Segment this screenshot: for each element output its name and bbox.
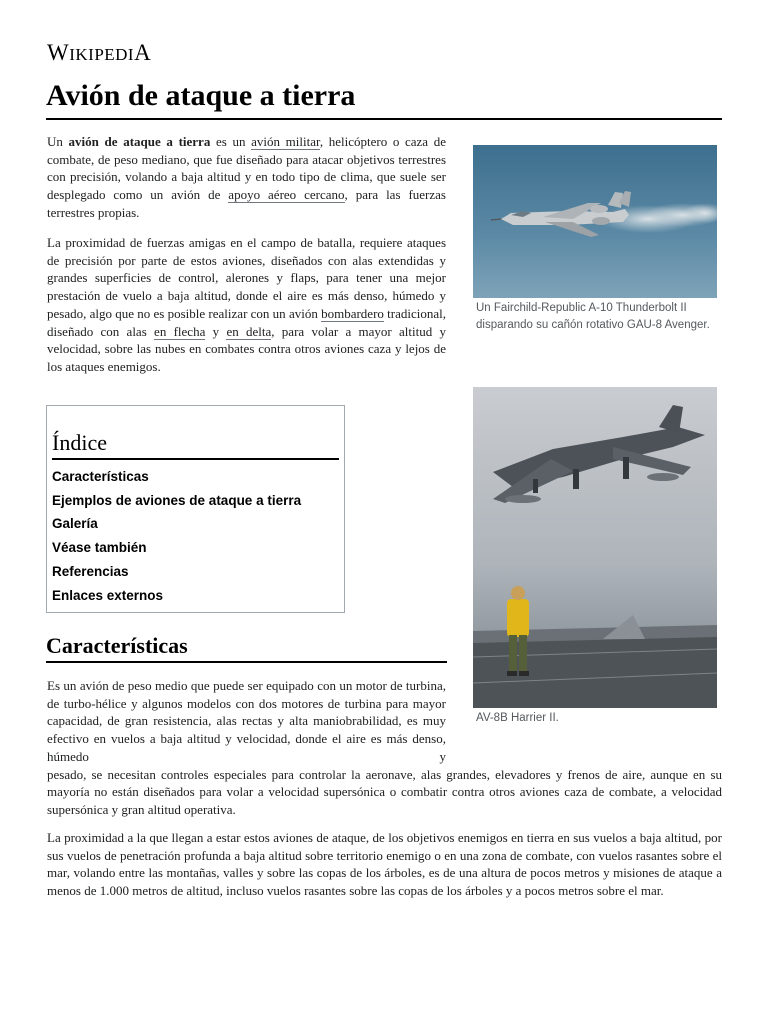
toc-item-enlaces-externos[interactable]: Enlaces externos [52,587,164,603]
link-en-flecha[interactable]: en flecha [154,323,206,339]
toc-item-vease-tambien[interactable]: Véase también [52,540,147,556]
logo-letter-last: A [134,40,152,65]
toc-item-ejemplos[interactable]: Ejemplos de aviones de ataque a tierra [52,492,302,508]
intro-paragraph: Un avión de ataque a tierra es un avión militar, helicóptero o caza de combate, de peso mediano, que fue diseñado para atacar objetivos terrestres con precisión, volando a baja altitud y en todo tipo de clima, que suele ser desplegado como un avión de apoyo aéreo cercano, para las fuerzas terrestres propias. [47,134,447,220]
link-bombardero[interactable]: bombardero [321,305,384,321]
toc-list [52,465,339,607]
link-en-delta[interactable]: en delta [226,323,272,339]
figure-a10-caption: Un Fairchild-Republic A-10 Thunderbolt II disparando su cañón rotativo GAU-8 Avenger. [476,302,710,331]
second-paragraph: La proximidad de fuerzas amigas en el campo de batalla, requiere ataques de precisión por parte de estos aviones, diseñados con alas extendidas y grandes superficies de control, alerones y flaps, para tener una mejor prestación de vuelo a baja altitud, donde el aire es más denso, húmedo y pesado, algo que no es posible realizar con un avión bombardero tradicional, diseñado con alas en flecha y en delta, para volar a mayor altitud y velocidad, sobre las nubes en combates contra otros aviones caza y lejos de los ataques enemigos. [47,235,447,374]
section-heading-caracteristicas: Características [46,633,447,663]
table-of-contents [46,405,345,613]
toc-item-caracteristicas[interactable]: Características [52,469,149,484]
av8b-harrier-image[interactable] [473,387,717,708]
toc-title: Índice [52,430,339,460]
logo-letter-first: W [47,40,70,65]
toc-item-referencias[interactable]: Referencias [52,563,129,579]
link-avion-militar[interactable]: avión militar [251,134,320,149]
figure-harrier [473,387,717,727]
a10-thunderbolt-image[interactable] [473,145,717,298]
section1-paragraph-2: La proximidad a la que llegan a estar estos aviones de ataque, de los objetivos enemigos en tierra en sus vuelos a baja altitud, por sus vuelos de penetración profunda a baja altitud sobre territorio enemigo o en una zona de combate, con vuelos rasantes sobre el mar, volando entre las montañas, valles y sobre las copas de los árboles, es de una altura de pocos metros y misiones de ataque a menos de 1.000 metros de altitud, incluso vuelos rasantes sobre las copas de los árboles y a pocos metros sobre el mar. [47,830,722,899]
figure-a10 [473,145,717,334]
link-apoyo-aereo-cercano[interactable]: apoyo aéreo cercano [228,187,345,203]
toc-item-galeria[interactable]: Galería [52,516,98,532]
section1-paragraph-1: Es un avión de peso medio que puede ser equipado con un motor de turbina, de turbo-hélice y algunos modelos con dos motores de turbina para mayor capacidad, de gran resistencia, alas rectas y alta maniobrabilidad, es muy efectivo en vuelos a baja altitud y velocidad, donde el aire es más denso, húmedo y pesado, se necesitan controles especiales para controlar la aeronave, alas grandes, elevadores y frenos de aire, aunque en su mayoría no están diseñados para volar a velocidad supersónica o combatir contra otros aviones caza de combate, a velocidad supersónica y gran altitud operativa. [47,678,722,817]
intro-bold-term: avión de ataque a tierra [68,134,211,149]
wikipedia-logo[interactable] [47,40,151,66]
logo-letters-small: IKIPEDI [69,45,135,64]
page-title: Avión de ataque a tierra [46,78,722,120]
figure-harrier-caption: AV-8B Harrier II. [476,712,559,724]
